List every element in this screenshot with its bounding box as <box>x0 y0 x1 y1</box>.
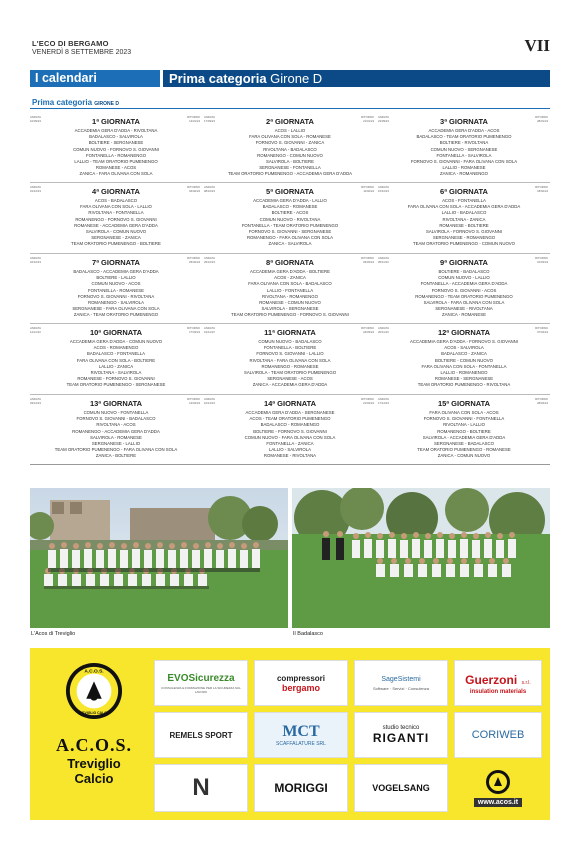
round-title: 9ª GIORNATA <box>440 258 488 267</box>
andata-value: 15/10/23 <box>378 188 389 193</box>
match-row: BOLTIERE - LALLIO <box>96 275 136 281</box>
andata-label: ANDATA <box>30 185 41 189</box>
match-row: FORNOVO S. GIOVANNI - BADALASCO <box>76 416 156 422</box>
andata-label: ANDATA <box>30 326 41 330</box>
row-divider <box>30 182 550 183</box>
page-number: VII <box>524 36 550 55</box>
round-block <box>30 255 202 323</box>
sponsor-moriggi-name: MORIGGI <box>274 781 328 795</box>
ritorno-value: 14/04/24 <box>189 400 200 405</box>
match-row: FONTANELLA - ACCADEMIA GERA D'ADDA <box>420 281 508 287</box>
sponsor-evo-tagline: CONSULENZA E FORMAZIONE PER LA SICUREZZA SUL LAVORO <box>161 685 241 694</box>
round-title: 3ª GIORNATA <box>440 117 488 126</box>
match-row: COMUN NUOVO - LALLIO <box>438 275 490 281</box>
sponsor-mct <box>254 712 348 758</box>
sponsor-evo-name: EVOSicurezza <box>167 672 235 684</box>
match-row: ZANICA - ACCADEMIA GERA D'ADDA <box>252 382 328 388</box>
match-row: FONTANELLA - ROMANESE <box>87 287 145 293</box>
row-divider <box>30 394 550 395</box>
match-row: FONTANELLA - ROMANENGO <box>85 152 147 158</box>
round-block <box>30 184 202 252</box>
andata-value: 24/09/23 <box>378 118 389 123</box>
match-row: SALVIROLA - ROMANESE <box>90 434 142 440</box>
issue-date: VENERDÌ 8 SETTEMBRE 2023 <box>32 49 132 56</box>
match-row: ROMANENGO - TEAM ORATORIO PUMENENGO <box>415 293 513 299</box>
match-list <box>204 410 376 460</box>
round-title: 13ª GIORNATA <box>89 399 143 408</box>
round-title: 1ª GIORNATA <box>92 117 140 126</box>
match-list <box>378 269 550 319</box>
match-row: COMUN NUOVO - FONTANELLA <box>83 410 149 415</box>
match-row: BADALASCO - ZANICA <box>441 351 487 357</box>
round-block <box>30 325 202 393</box>
section-title-bold: Prima categoria <box>169 71 267 86</box>
match-row: SERGNANESE - ZANICA <box>91 235 141 241</box>
match-row: BADALASCO - ROMANESE <box>262 204 318 210</box>
match-row: SERGNANESE - ROMANENGO <box>432 235 496 241</box>
section-title <box>163 70 550 87</box>
match-row: RIVOLTANA - BADALASCO <box>263 146 317 152</box>
subheading <box>32 98 119 107</box>
match-row: SALVIROLA - TEAM ORATORIO PUMENENGO <box>243 370 337 376</box>
ritorno-label: RITORNO <box>361 185 374 189</box>
match-row: SERGNANESE - RIVOLTANA <box>435 306 493 312</box>
team-photo-badalasco <box>292 488 550 628</box>
match-row: SALVIROLA - ACCADEMIA GERA D'ADDA <box>422 434 506 440</box>
sponsor-mct-name: MCT <box>282 723 320 740</box>
andata-value: 22/10/23 <box>30 259 41 264</box>
match-row: ACCADEMIA GERA D'ADDA - SERGNANESE <box>245 410 335 415</box>
match-row: ACCADEMIA GERA D'ADDA - FORNOVO S. GIOVANNI <box>410 339 518 344</box>
ritorno-value: 03/03/24 <box>363 259 374 264</box>
logo-ring-top: A.C.O.S. <box>84 669 104 675</box>
round-block <box>378 255 550 323</box>
round-title: 6ª GIORNATA <box>440 187 488 196</box>
match-row: TEAM ORATORIO PUMENENGO - ACCADEMIA GERA D'ADDA <box>227 171 353 177</box>
match-row: ACOS - FONTANELLA <box>442 198 486 203</box>
match-row: FARA OLIVANA CON SOLA - FONTANELLA <box>421 363 507 369</box>
match-row: RIVOLTANA - FONTANELLA <box>88 210 144 216</box>
sponsor-guerzoni-name: Guerzoni <box>465 673 518 687</box>
ritorno-label: RITORNO <box>535 256 548 260</box>
match-row: SALVIROLA - FARA OLIVANA CON SOLA <box>423 300 505 306</box>
match-row: LALLIO - ROMANESE <box>442 165 486 171</box>
sponsor-moriggi <box>254 764 348 812</box>
match-row: SERGNANESE - FARA OLIVANA CON SOLA <box>72 306 160 312</box>
sponsor-riganti-name: RIGANTI <box>372 731 430 745</box>
match-row: TEAM ORATORIO PUMENENGO - SERGNANESE <box>66 382 166 388</box>
match-row: FORNOVO S. GIOVANNI - ZANICA <box>255 140 325 146</box>
sponsor-compressori-name: compressori <box>276 673 326 683</box>
match-row: LALLIO - ZANICA <box>98 363 134 369</box>
andata-value: 01/10/23 <box>30 188 41 193</box>
acos-club-block <box>38 656 150 812</box>
match-list <box>30 128 202 178</box>
round-block <box>204 396 376 464</box>
masthead <box>32 40 131 57</box>
round-block <box>378 184 550 252</box>
subheading-rule <box>30 108 550 109</box>
section-band <box>30 70 550 87</box>
match-row: SALVIROLA - COMUN NUOVO <box>85 229 147 235</box>
match-row: FONTANELLA - TEAM ORATORIO PUMENENGO <box>241 222 339 228</box>
andata-value: 17/09/23 <box>204 118 215 123</box>
andata-label: ANDATA <box>204 326 215 330</box>
round-block <box>30 114 202 182</box>
andata-value: 10/09/23 <box>30 118 41 123</box>
calendar-grid <box>30 114 550 469</box>
match-row: COMUN NUOVO - FORNOVO S. GIOVANNI <box>73 146 159 152</box>
ritorno-value: 04/02/24 <box>189 188 200 193</box>
andata-label: ANDATA <box>378 185 389 189</box>
sponsor-sage-sistemi <box>354 660 448 706</box>
andata-value: 12/11/23 <box>30 329 41 334</box>
match-row: RIVOLTANA - SALVIROLA <box>90 370 142 376</box>
andata-value: 10/12/23 <box>204 400 215 405</box>
acos-small-logo-icon <box>485 769 511 795</box>
ritorno-value: 28/01/24 <box>537 118 548 123</box>
match-row: ZANICA - BOLTIERE <box>95 453 137 459</box>
section-title-light: Girone D <box>270 71 323 86</box>
andata-value: 19/11/23 <box>204 329 215 334</box>
match-list <box>30 410 202 460</box>
match-row: ROMANESE - SERGNANESE <box>434 376 494 382</box>
match-row: SERGNANESE - ACOS <box>267 376 313 382</box>
sponsor-sage-tagline: Software · Servizi · Consulenza <box>372 685 430 691</box>
match-row: BADALASCO - FONTANELLA <box>87 351 145 357</box>
match-row: BOLTIERE - BADALASCO <box>438 269 490 274</box>
round-block <box>204 325 376 393</box>
match-list <box>30 198 202 248</box>
sponsor-n-mark: N <box>192 774 210 801</box>
subheading-small: GIRONE D <box>94 101 119 107</box>
match-row: ROMANESE - FORNOVO S. GIOVANNI <box>77 376 155 382</box>
andata-label: ANDATA <box>378 256 389 260</box>
match-row: BOLTIERE - SERGNANESE <box>88 140 144 146</box>
ritorno-label: RITORNO <box>187 397 200 401</box>
ritorno-label: RITORNO <box>361 115 374 119</box>
round-title: 15ª GIORNATA <box>437 399 491 408</box>
row-divider <box>30 253 550 254</box>
ritorno-value: 18/02/24 <box>537 188 548 193</box>
match-row: BOLTIERE - ACOS <box>271 210 309 216</box>
andata-value: 03/12/23 <box>30 400 41 405</box>
andata-label: ANDATA <box>378 115 389 119</box>
round-block <box>204 184 376 252</box>
round-block <box>204 114 376 182</box>
ritorno-value: 07/04/24 <box>537 329 548 334</box>
match-list <box>378 198 550 248</box>
match-row: ACOS - BADALASCO <box>94 198 138 203</box>
match-row: ACCADEMIA GERA D'ADDA - ACOS <box>428 128 500 133</box>
match-row: TEAM ORATORIO PUMENENGO - RIVOLTANA <box>417 382 511 388</box>
match-row: BADALASCO - TEAM ORATORIO PUMENENGO <box>416 134 512 140</box>
newspaper-name: L'ECO DI BERGAMO <box>32 39 109 48</box>
match-row: ROMANESE - RIVOLTANA <box>263 453 317 459</box>
club-name: A.C.O.S. <box>55 735 132 755</box>
sponsor-guerzoni <box>454 660 542 706</box>
photo-caption-acos: L'Acos di Treviglio <box>31 631 76 637</box>
match-row: SALVIROLA - FORNOVO S. GIOVANNI <box>425 229 502 235</box>
match-row: FONTANELLA - SALVIROLA <box>436 152 492 158</box>
andata-label: ANDATA <box>204 115 215 119</box>
ritorno-value: 10/03/24 <box>537 259 548 264</box>
match-row: ROMANENGO - BOLTIERE <box>437 428 491 434</box>
match-row: BOLTIERE - FORNOVO S. GIOVANNI <box>253 428 327 434</box>
sponsor-advertisement <box>30 648 550 820</box>
match-list <box>204 339 376 389</box>
match-row: COMUN NUOVO - SERGNANESE <box>430 146 498 152</box>
sponsor-vogelsang-name: VOGELSANG <box>372 783 430 793</box>
match-row: ACOS - LALLIO <box>274 128 306 133</box>
match-row: SERGNANESE - LALLIO <box>91 441 141 447</box>
subheading-main: Prima categoria <box>32 98 93 107</box>
match-list <box>204 128 376 178</box>
match-row: ACCADEMIA GERA D'ADDA - COMUN NUOVO <box>69 339 163 344</box>
match-row: LALLIO - BADALASCO <box>441 210 487 216</box>
sponsor-vogelsang <box>354 764 448 812</box>
section-label: I calendari <box>30 70 160 87</box>
match-row: TEAM ORATORIO PUMENENGO - FARA OLIVANA CON SOLA <box>54 447 178 453</box>
match-row: ACOS - ROMANENGO <box>93 345 139 351</box>
match-row: BOLTIERE - COMUN NUOVO <box>435 357 493 363</box>
ritorno-value: 28/04/24 <box>537 400 548 405</box>
acos-club-logo <box>65 662 123 720</box>
match-list <box>30 339 202 389</box>
match-row: ROMANENGO - FORNOVO S. GIOVANNI <box>75 216 157 222</box>
match-row: ZANICA - COMUN NUOVO <box>437 453 491 459</box>
sponsor-sage-name: SageSistemi <box>381 675 421 683</box>
match-row: ACCADEMIA GERA D'ADDA - LALLIO <box>253 198 327 203</box>
sponsor-guerzoni-tagline: insulation materials <box>469 689 527 695</box>
match-row: FORNOVO S. GIOVANNI - ACOS <box>431 287 497 293</box>
andata-label: ANDATA <box>30 256 41 260</box>
match-row: FORNOVO S. GIOVANNI - SERGNANESE <box>248 229 332 235</box>
match-row: SERGNANESE - FONTANELLA <box>259 165 321 171</box>
photo-caption-badalasco: Il Badalasco <box>293 631 323 637</box>
match-row: ZANICA - FARA OLIVANA CON SOLA <box>79 171 153 177</box>
round-title: 12ª GIORNATA <box>437 328 491 337</box>
match-row: ROMANESE - COMUN NUOVO <box>259 300 321 306</box>
match-row: FARA OLIVANA CON SOLA - ACCADEMIA GERA D'ADDA <box>407 204 521 210</box>
ritorno-label: RITORNO <box>361 397 374 401</box>
andata-value: 26/11/23 <box>378 329 389 334</box>
match-list <box>30 269 202 319</box>
sponsor-coriweb-name: CORIWEB <box>471 729 525 741</box>
sponsor-evo-sicurezza <box>154 660 248 706</box>
match-row: TEAM ORATORIO PUMENENGO - BOLTIERE <box>71 241 161 247</box>
round-title: 8ª GIORNATA <box>266 258 314 267</box>
match-row: ROMANENGO - SALVIROLA <box>87 300 145 306</box>
round-title: 11ª GIORNATA <box>264 328 316 337</box>
sponsor-coriweb <box>454 712 542 758</box>
round-title: 14ª GIORNATA <box>263 399 317 408</box>
club-city: Treviglio <box>67 756 121 771</box>
match-row: FARA OLIVANA CON SOLA - ROMANESE <box>249 134 331 140</box>
round-title: 10ª GIORNATA <box>89 328 143 337</box>
round-title: 7ª GIORNATA <box>92 258 140 267</box>
andata-label: ANDATA <box>378 326 389 330</box>
match-list <box>378 339 550 389</box>
match-row: FORNOVO S. GIOVANNI - LALLIO <box>256 351 324 357</box>
match-row: FORNOVO S. GIOVANNI - FARA OLIVANA CON SOLA <box>410 159 518 165</box>
match-row: COMUN NUOVO - RIVOLTANA <box>259 216 321 222</box>
match-row: RIVOLTANA - ZANICA <box>442 216 486 222</box>
ritorno-value: 21/04/24 <box>363 400 374 405</box>
match-row: LALLIO - TEAM ORATORIO PUMENENGO <box>74 159 158 165</box>
ritorno-label: RITORNO <box>361 326 374 330</box>
match-row: ROMANENGO - ROMANESE <box>261 363 319 369</box>
andata-label: ANDATA <box>30 397 41 401</box>
sponsor-mct-tagline: SCAFFALATURE SRL <box>276 741 326 747</box>
match-row: ACOS - SALVIROLA <box>444 345 484 351</box>
row-divider <box>30 464 550 465</box>
ritorno-label: RITORNO <box>187 115 200 119</box>
round-block <box>204 255 376 323</box>
match-row: BADALASCO - ROMANENGO <box>260 422 320 428</box>
match-row: ZANICA - SALVIROLA <box>268 241 312 247</box>
ritorno-label: RITORNO <box>187 256 200 260</box>
ritorno-label: RITORNO <box>535 326 548 330</box>
match-row: COMUN NUOVO - ACOS <box>91 281 141 287</box>
match-row: FARA OLIVANA CON SOLA - BADALASCO <box>248 281 332 287</box>
photo-badalasco-team <box>292 488 550 628</box>
match-row: FONTANELLA - ZANICA <box>266 441 314 447</box>
sponsor-guerzoni-name-row <box>465 671 531 689</box>
sponsor-bergamo-name: bergamo <box>281 682 320 693</box>
andata-value: 05/11/23 <box>378 259 389 264</box>
ritorno-value: 11/02/24 <box>363 188 374 193</box>
match-row: ZANICA - TEAM ORATORIO PUMENENGO <box>73 312 159 318</box>
match-row: TEAM ORATORIO PUMENENGO - FORNOVO S. GIOVANNI <box>231 312 349 318</box>
match-row: RIVOLTANA - LALLIO <box>443 422 485 428</box>
match-row: TEAM ORATORIO PUMENENGO - ROMANESE <box>417 447 511 453</box>
sponsor-compressori-bergamo <box>254 660 348 706</box>
match-row: ROMANESE - ACCADEMIA GERA D'ADDA <box>74 222 158 228</box>
match-row: ROMANESE - BOLTIERE <box>439 222 489 228</box>
match-row: ACOS - TEAM ORATORIO PUMENENGO <box>249 416 331 422</box>
match-row: COMUN NUOVO - BADALASCO <box>258 339 322 344</box>
andata-label: ANDATA <box>204 185 215 189</box>
andata-label: ANDATA <box>204 397 215 401</box>
match-row: ROMANENGO - ACCADEMIA GERA D'ADDA <box>72 428 160 434</box>
match-row: SERGNANESE - BADALASCO <box>434 441 494 447</box>
match-row: FONTANELLA - BOLTIERE <box>263 345 317 351</box>
match-row: FARA OLIVANA CON SOLA - BOLTIERE <box>76 357 156 363</box>
ritorno-label: RITORNO <box>187 326 200 330</box>
andata-label: ANDATA <box>204 256 215 260</box>
ritorno-label: RITORNO <box>187 185 200 189</box>
match-row: FARA OLIVANA CON SOLA - ACOS <box>429 410 499 415</box>
match-row: FARA OLIVANA CON SOLA - LALLIO <box>80 204 152 210</box>
match-row: RIVOLTANA - ACOS <box>96 422 136 428</box>
round-block <box>378 325 550 393</box>
match-row: BADALASCO - ACCADEMIA GERA D'ADDA <box>73 269 159 274</box>
ritorno-value: 14/01/24 <box>189 118 200 123</box>
ritorno-label: RITORNO <box>535 397 548 401</box>
sponsor-riganti-prefix: studio tecnico <box>382 725 420 731</box>
match-row: ZANICA - ROMANESE <box>442 312 486 318</box>
andata-value: 29/10/23 <box>204 259 215 264</box>
row-divider <box>30 323 550 324</box>
match-row: ROMANENGO - FARA OLIVANA CON SOLA <box>246 235 334 241</box>
match-row: ROMANENGO - COMUN NUOVO <box>257 152 323 158</box>
match-row: COMUN NUOVO - FARA OLIVANA CON SOLA <box>244 434 336 440</box>
andata-label: ANDATA <box>30 115 41 119</box>
sponsor-remels-name: REMELS SPORT <box>169 730 233 740</box>
ritorno-value: 24/03/24 <box>363 329 374 334</box>
match-row: ACCADEMIA GERA D'ADDA - RIVOLTANA <box>74 128 158 133</box>
match-row: SALVIROLA - BOLTIERE <box>265 159 315 165</box>
match-row: ACCADEMIA GERA D'ADDA - BOLTIERE <box>249 269 330 274</box>
ritorno-value: 21/01/24 <box>363 118 374 123</box>
sponsor-remels-sport <box>154 712 248 758</box>
round-block <box>378 396 550 464</box>
round-block <box>30 396 202 464</box>
match-row: BADALASCO - SALVIROLA <box>89 134 143 140</box>
ritorno-label: RITORNO <box>361 256 374 260</box>
match-row: ACOS - ZANICA <box>274 275 306 281</box>
match-row: FORNOVO S. GIOVANNI - FONTANELLA <box>423 416 505 422</box>
round-title: 2ª GIORNATA <box>266 117 314 126</box>
match-row: ROMANESE - ACOS <box>95 165 137 171</box>
ritorno-label: RITORNO <box>535 185 548 189</box>
round-title: 5ª GIORNATA <box>266 187 314 196</box>
match-list <box>378 410 550 460</box>
andata-value: 08/10/23 <box>204 188 215 193</box>
match-list <box>204 198 376 248</box>
match-list <box>378 128 550 178</box>
sponsor-acos-web <box>454 764 542 812</box>
sponsor-studio-riganti <box>354 712 448 758</box>
photo-acos-team <box>30 488 288 628</box>
match-row: RIVOLTANA - FARA OLIVANA CON SOLA <box>249 357 331 363</box>
club-sport: Calcio <box>74 771 114 786</box>
logo-ring-bottom: TREVIGLIO CALCIO <box>77 711 111 716</box>
match-list <box>204 269 376 319</box>
match-row: ZANICA - ROMANENGO <box>440 171 488 177</box>
team-photo-acos <box>30 488 288 628</box>
match-row: FORNOVO S. GIOVANNI - RIVOLTANA <box>77 293 155 299</box>
sponsor-guerzoni-srl: s.r.l. <box>521 680 531 686</box>
sponsor-n-logo <box>154 764 248 812</box>
round-block <box>378 114 550 182</box>
ritorno-label: RITORNO <box>535 115 548 119</box>
match-row: LALLIO - SALVIROLA <box>269 447 311 453</box>
match-row: RIVOLTANA - ROMANENGO <box>262 293 318 299</box>
match-row: LALLIO - FONTANELLA <box>266 287 314 293</box>
match-row: LALLIO - ROMANENGO <box>440 370 488 376</box>
ritorno-value: 25/02/24 <box>189 259 200 264</box>
match-row: BOLTIERE - RIVOLTANA <box>439 140 489 146</box>
match-row: TEAM ORATORIO PUMENENGO - COMUN NUOVO <box>412 241 515 247</box>
match-row: SALVIROLA - SERGNANESE <box>261 306 319 312</box>
ritorno-value: 17/03/24 <box>189 329 200 334</box>
acos-website[interactable]: www.acos.it <box>474 798 522 807</box>
round-title: 4ª GIORNATA <box>92 187 140 196</box>
andata-value: 17/12/23 <box>378 400 389 405</box>
andata-label: ANDATA <box>378 397 389 401</box>
